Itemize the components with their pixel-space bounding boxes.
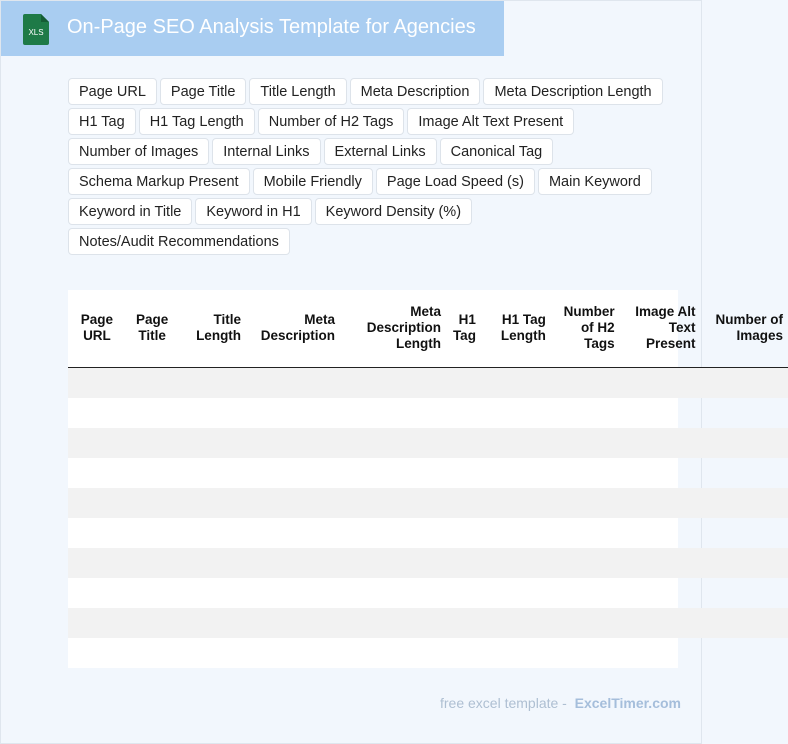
table-cell[interactable]: [340, 608, 446, 638]
table-cell[interactable]: [178, 488, 246, 518]
column-header[interactable]: Meta Description Length: [340, 290, 446, 367]
column-header[interactable]: H1 Tag: [446, 290, 481, 367]
table-cell[interactable]: [340, 428, 446, 458]
table-cell[interactable]: [446, 367, 481, 398]
table-cell[interactable]: [178, 367, 246, 398]
table-cell[interactable]: [340, 548, 446, 578]
footer-credit: [440, 695, 681, 711]
table-row: [68, 398, 788, 428]
column-header[interactable]: H1 Tag Length: [481, 290, 551, 367]
field-chip[interactable]: Notes/Audit Recommendations: [68, 228, 290, 255]
table-cell[interactable]: [701, 367, 788, 398]
table-row: [68, 458, 788, 488]
table-cell[interactable]: [551, 488, 620, 518]
table-cell[interactable]: [178, 518, 246, 548]
table-cell[interactable]: [701, 608, 788, 638]
table-cell[interactable]: [340, 458, 446, 488]
table-cell[interactable]: [126, 398, 178, 428]
table-cell[interactable]: [126, 458, 178, 488]
table-cell[interactable]: [701, 428, 788, 458]
table-cell[interactable]: [126, 488, 178, 518]
table-row: [68, 638, 788, 668]
table-cell[interactable]: [701, 638, 788, 668]
table-cell[interactable]: [68, 428, 126, 458]
table-cell[interactable]: [446, 488, 481, 518]
table-cell[interactable]: [178, 578, 246, 608]
table-cell[interactable]: [620, 608, 701, 638]
table-cell[interactable]: [620, 578, 701, 608]
field-chip[interactable]: Canonical Tag: [440, 138, 554, 165]
table-body: [68, 367, 788, 668]
excel-file-icon: [23, 14, 49, 45]
field-chip[interactable]: Mobile Friendly: [253, 168, 373, 195]
table-cell[interactable]: [551, 608, 620, 638]
table-row: [68, 367, 788, 398]
footer-brand-link[interactable]: ExcelTimer.com: [574, 695, 681, 711]
table-row: [68, 548, 788, 578]
table-cell[interactable]: [340, 638, 446, 668]
table-cell[interactable]: [68, 367, 126, 398]
table-cell[interactable]: [246, 458, 340, 488]
table-cell[interactable]: [481, 548, 551, 578]
field-chip[interactable]: Schema Markup Present: [68, 168, 250, 195]
table-cell[interactable]: [446, 458, 481, 488]
table-cell[interactable]: [178, 548, 246, 578]
table-cell[interactable]: [68, 578, 126, 608]
table-row: [68, 428, 788, 458]
header-bar: [1, 1, 504, 56]
table-cell[interactable]: [701, 518, 788, 548]
field-chip[interactable]: Meta Description: [350, 78, 481, 105]
field-chip[interactable]: Keyword in Title: [68, 198, 192, 225]
table-cell[interactable]: [701, 458, 788, 488]
table-cell[interactable]: [246, 608, 340, 638]
table-cell[interactable]: [701, 398, 788, 428]
table-cell[interactable]: [340, 488, 446, 518]
table-cell[interactable]: [481, 428, 551, 458]
table-cell[interactable]: [446, 608, 481, 638]
table-cell[interactable]: [481, 398, 551, 428]
table-cell[interactable]: [620, 398, 701, 428]
table-cell[interactable]: [620, 428, 701, 458]
table-cell[interactable]: [126, 428, 178, 458]
table-cell[interactable]: [340, 367, 446, 398]
table-cell[interactable]: [246, 488, 340, 518]
table-cell[interactable]: [620, 548, 701, 578]
table-cell[interactable]: [68, 518, 126, 548]
table-cell[interactable]: [481, 518, 551, 548]
table-cell[interactable]: [551, 548, 620, 578]
table-cell[interactable]: [246, 428, 340, 458]
table-cell[interactable]: [620, 367, 701, 398]
field-chip[interactable]: H1 Tag Length: [139, 108, 255, 135]
column-header[interactable]: Number of H2 Tags: [551, 290, 620, 367]
table-row: [68, 578, 788, 608]
field-chip[interactable]: Page URL: [68, 78, 157, 105]
table-cell[interactable]: [446, 398, 481, 428]
column-header[interactable]: Page Title: [126, 290, 178, 367]
xls-icon-label: XLS: [28, 28, 44, 37]
table-cell[interactable]: [446, 428, 481, 458]
table-header-row: [68, 290, 788, 367]
table-cell[interactable]: [446, 638, 481, 668]
table-cell[interactable]: [551, 458, 620, 488]
table-cell[interactable]: [68, 548, 126, 578]
table-cell[interactable]: [68, 638, 126, 668]
table-cell[interactable]: [551, 578, 620, 608]
table-row: [68, 518, 788, 548]
field-chip[interactable]: Image Alt Text Present: [407, 108, 574, 135]
table-cell[interactable]: [68, 488, 126, 518]
table-cell[interactable]: [340, 398, 446, 428]
table-cell[interactable]: [340, 578, 446, 608]
table-cell[interactable]: [551, 398, 620, 428]
table-cell[interactable]: [551, 367, 620, 398]
seo-table: [68, 290, 783, 668]
table-cell[interactable]: [126, 367, 178, 398]
table-row: [68, 608, 788, 638]
table-cell[interactable]: [340, 518, 446, 548]
field-chip[interactable]: Number of Images: [68, 138, 209, 165]
field-chip-list: [68, 78, 680, 255]
footer-prefix: free excel template -: [440, 695, 567, 711]
table-cell[interactable]: [126, 518, 178, 548]
table-cell[interactable]: [246, 638, 340, 668]
table-cell[interactable]: [620, 458, 701, 488]
table-cell[interactable]: [68, 458, 126, 488]
field-chip[interactable]: Title Length: [249, 78, 346, 105]
field-chip[interactable]: Page Title: [160, 78, 247, 105]
table-cell[interactable]: [246, 548, 340, 578]
table-cell[interactable]: [126, 608, 178, 638]
table-cell[interactable]: [68, 608, 126, 638]
table-cell[interactable]: [481, 458, 551, 488]
table-cell[interactable]: [620, 518, 701, 548]
table-cell[interactable]: [126, 578, 178, 608]
field-chip[interactable]: Internal Links: [212, 138, 320, 165]
table-cell[interactable]: [620, 638, 701, 668]
field-chip[interactable]: H1 Tag: [68, 108, 136, 135]
table-cell[interactable]: [446, 518, 481, 548]
table-cell[interactable]: [178, 638, 246, 668]
table-cell[interactable]: [551, 428, 620, 458]
column-header[interactable]: Page URL: [68, 290, 126, 367]
field-chip[interactable]: Meta Description Length: [483, 78, 662, 105]
field-chip[interactable]: Page Load Speed (s): [376, 168, 535, 195]
table-cell[interactable]: [551, 518, 620, 548]
table-row: [68, 488, 788, 518]
table-cell[interactable]: [481, 488, 551, 518]
table-cell[interactable]: [178, 428, 246, 458]
table-cell[interactable]: [126, 548, 178, 578]
field-chip[interactable]: Main Keyword: [538, 168, 652, 195]
table-cell[interactable]: [246, 518, 340, 548]
column-header[interactable]: Meta Description: [246, 290, 340, 367]
table-cell[interactable]: [446, 578, 481, 608]
table-cell[interactable]: [701, 548, 788, 578]
table-cell[interactable]: [126, 638, 178, 668]
table-cell[interactable]: [551, 638, 620, 668]
table-cell[interactable]: [178, 608, 246, 638]
table-cell[interactable]: [481, 367, 551, 398]
table-cell[interactable]: [481, 638, 551, 668]
table-cell[interactable]: [68, 398, 126, 428]
table-cell[interactable]: [178, 398, 246, 428]
table-cell[interactable]: [701, 578, 788, 608]
field-chip[interactable]: Keyword in H1: [195, 198, 311, 225]
table-cell[interactable]: [178, 458, 246, 488]
field-chip[interactable]: External Links: [324, 138, 437, 165]
table-cell[interactable]: [446, 548, 481, 578]
table-cell[interactable]: [481, 608, 551, 638]
column-header[interactable]: Title Length: [178, 290, 246, 367]
table-cell[interactable]: [701, 488, 788, 518]
table-cell[interactable]: [481, 578, 551, 608]
table-cell[interactable]: [620, 488, 701, 518]
field-chip[interactable]: Keyword Density (%): [315, 198, 472, 225]
table-cell[interactable]: [246, 367, 340, 398]
table-cell[interactable]: [246, 578, 340, 608]
column-header[interactable]: Image Alt Text Present: [620, 290, 701, 367]
page-title: On-Page SEO Analysis Template for Agencies: [67, 16, 476, 38]
field-chip[interactable]: Number of H2 Tags: [258, 108, 405, 135]
table-cell[interactable]: [246, 398, 340, 428]
column-header[interactable]: Number of Images: [701, 290, 788, 367]
